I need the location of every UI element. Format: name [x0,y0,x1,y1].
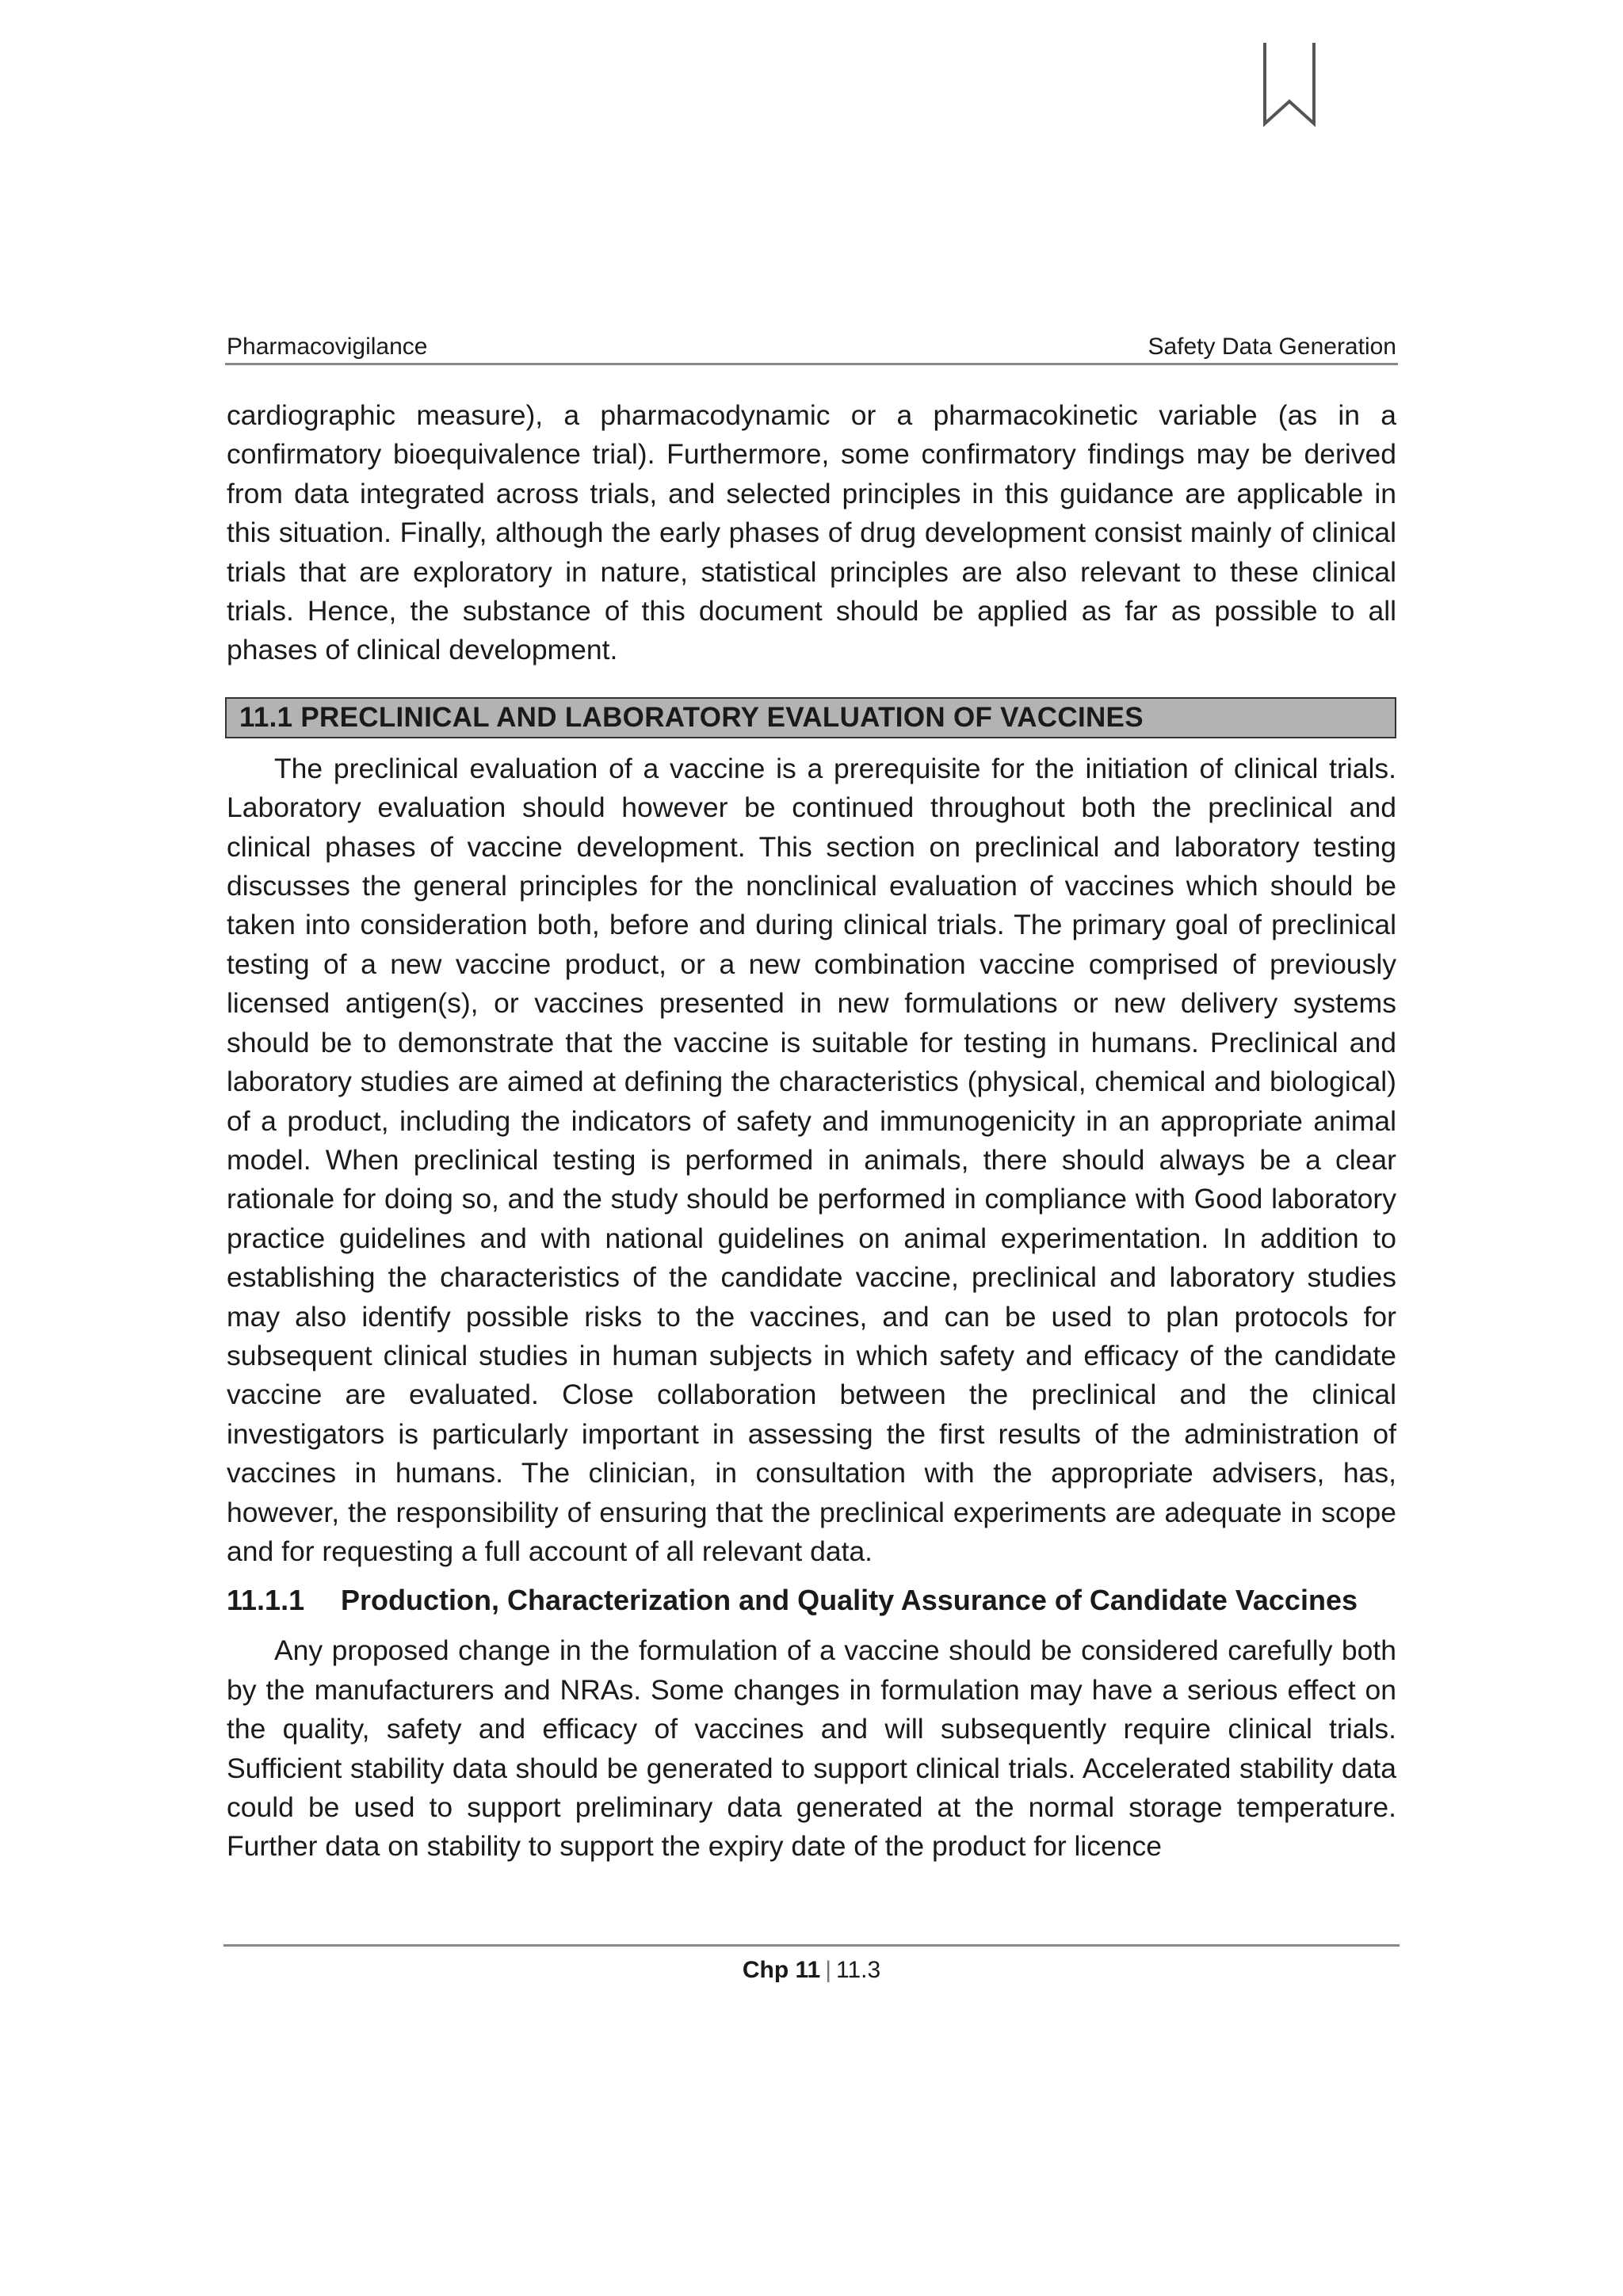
page-footer [223,1944,1400,1986]
header-chapter-title: Safety Data Generation [1148,334,1396,360]
subsection-heading [227,1581,1396,1620]
header-book-title: Pharmacovigilance [227,334,428,360]
page-number: 11.3 [836,1957,881,1983]
page-content [227,396,1396,1867]
subsection-title: Production, Characterization and Quality Assurance of Candidate Vaccines [341,1584,1358,1617]
running-header [225,331,1398,365]
intro-paragraph: cardiographic measure), a pharmacodynamic or a pharmacokinetic variable (as in a confirmatory bioequivalence trial). Furthermore, some confirmatory findings may be derived from data integrated across trials, and selected principles in this guidance are applicable in this situation. Finally, although the early phases of drug development consist mainly of clinical trials that are exploratory in nature, statistical principles are also relevant to these clinical trials. Hence, the substance of this document should be applied as far as possible to all phases of clinical development. [227,399,1396,666]
subsection-paragraph: Any proposed change in the formulation of a vaccine should be considered carefully both by the manufacturers and NRAs. Some changes in formulation may have a serious effect on the quality, safety and efficacy of vaccines and will subsequently require clinical trials. Sufficient stability data should be generated to support clinical trials. Accelerated stability data could be used to support preliminary data generated at the normal storage temperature. Further data on stability to support the expiry date of the product for licence [227,1634,1396,1863]
section-paragraph: The preclinical evaluation of a vaccine is a prerequisite for the initiation of clinical trials. Laboratory evaluation should however be continued throughout both the preclinical and clinical phases of vaccine development. This section on preclinical and laboratory testing discusses the general principles for the nonclinical evaluation of vaccines which should be taken into consideration both, before and during clinical trials. The primary goal of preclinical testing of a new vaccine product, or a new combination vaccine comprised of previously licensed antigen(s), or vaccines presented in new formulations or new delivery systems should be to demonstrate that the vaccine is suitable for testing in humans. Preclinical and laboratory studies are aimed at defining the characteristics (physical, chemical and biological) of a product, including the indicators of safety and immunogenicity in an appropriate animal model. When preclinical testing is performed in animals, there should always be a clear rationale for doing so, and the study should be performed in compliance with Good laboratory practice guidelines and with national guidelines on animal experimentation. In addition to establishing the characteristics of the candidate vaccine, preclinical and laboratory studies may also identify possible risks to the vaccines, and can be used to plan protocols for subsequent clinical studies in human subjects in which safety and efficacy of the candidate vaccine are evaluated. Close collaboration between the preclinical and the clinical investigators is particularly important in assessing the first results of the administration of vaccines in humans. The clinician, in consultation with the appropriate advisers, has, however, the responsibility of ensuring that the preclinical experiments are adequate in scope and for requesting a full account of all relevant data. [227,752,1396,1567]
subsection-number: 11.1.1 [227,1584,305,1617]
footer-separator: | [825,1957,831,1983]
bookmark-icon [1262,41,1317,127]
section-heading: 11.1 PRECLINICAL AND LABORATORY EVALUATION OF VACCINES [225,697,1396,738]
footer-chapter: Chp 11 [742,1957,821,1983]
